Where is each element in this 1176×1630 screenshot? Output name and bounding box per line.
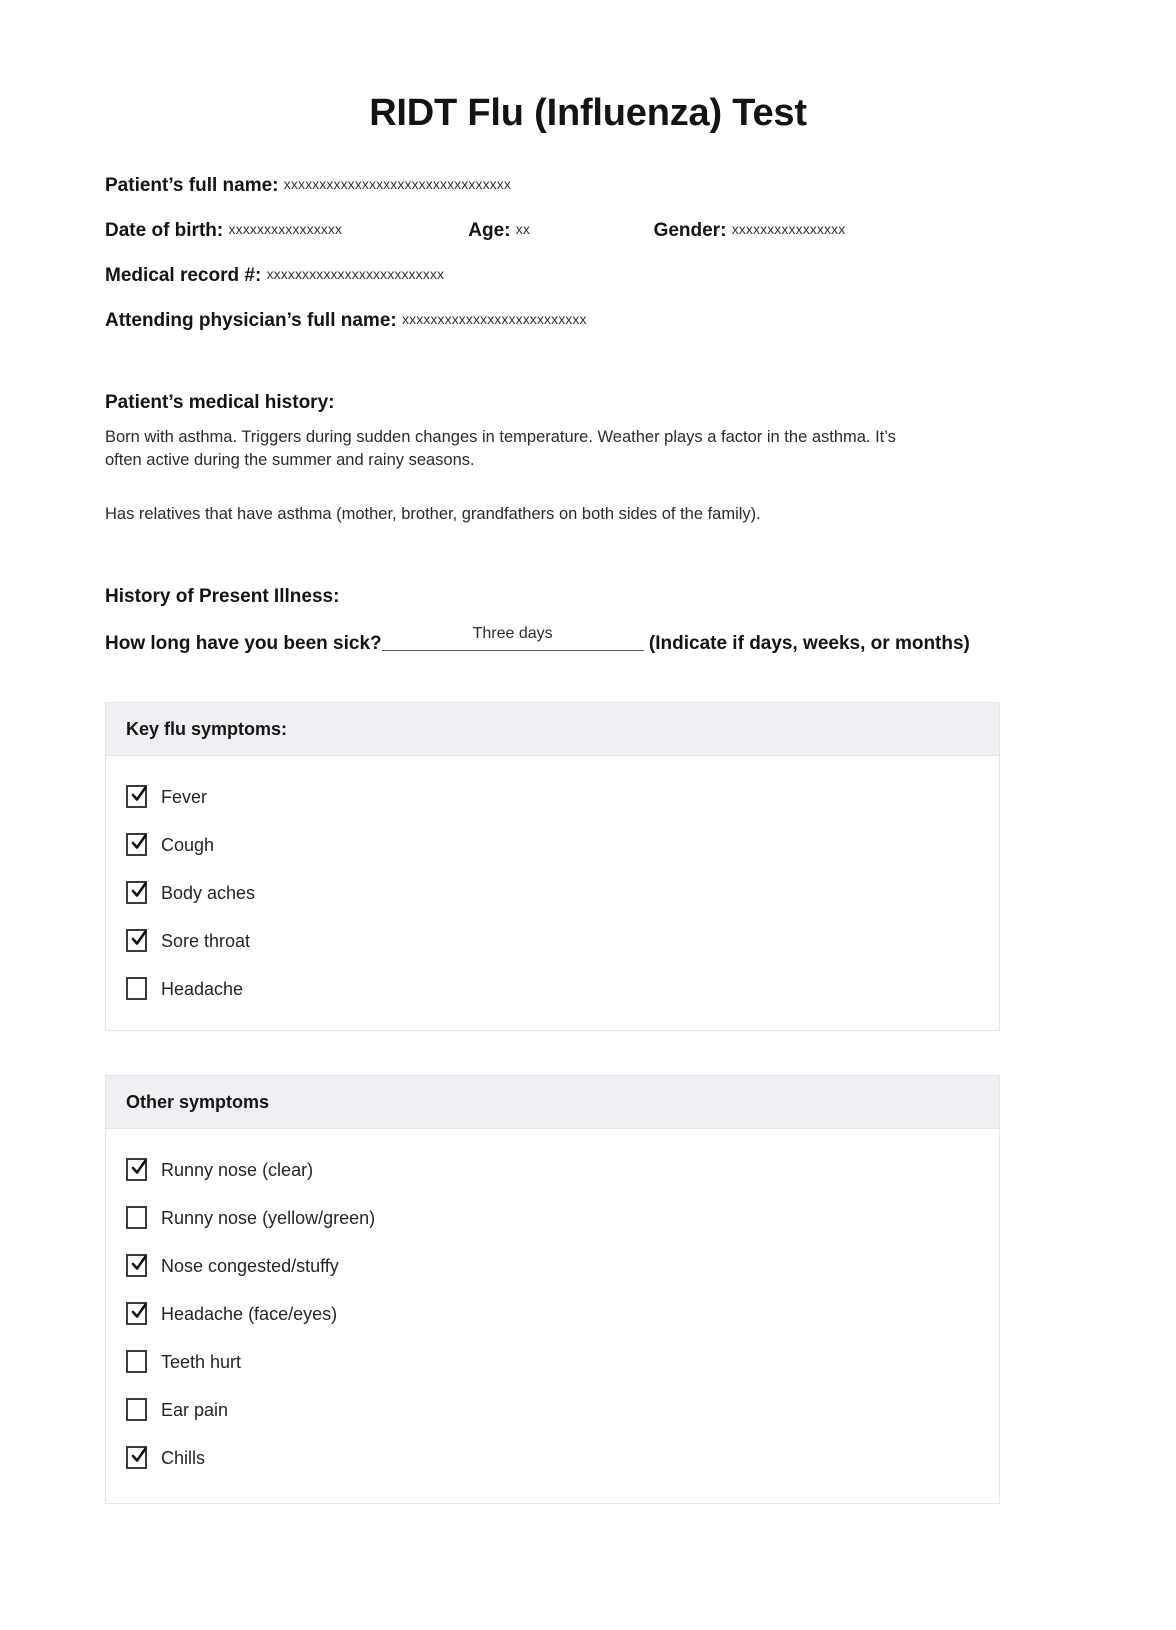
key-flu-symptoms-body [105, 756, 1000, 1031]
key-symptom-label: Headache [161, 978, 244, 999]
check-mark-icon [131, 1301, 147, 1321]
other-symptom-row[interactable] [126, 1251, 979, 1281]
age-value[interactable]: xx [515, 220, 530, 237]
patient-identity-block [105, 176, 1071, 330]
medical-record-value[interactable]: xxxxxxxxxxxxxxxxxxxxxxxxx [266, 265, 445, 282]
other-symptom-label: Runny nose (yellow/green) [161, 1207, 376, 1228]
key-symptom-row[interactable] [126, 878, 979, 908]
key-flu-symptoms-panel [105, 702, 1000, 1031]
other-symptoms-body [105, 1129, 1000, 1504]
sick-duration-value: Three days [472, 624, 553, 642]
patient-name-row [105, 176, 1071, 195]
other-symptom-row[interactable] [126, 1395, 979, 1425]
checkbox-unchecked-icon[interactable] [126, 977, 147, 1000]
other-symptom-row[interactable] [126, 1203, 979, 1233]
other-symptom-label: Nose congested/stuffy [161, 1255, 339, 1276]
checkbox-unchecked-icon[interactable] [126, 1350, 147, 1373]
key-symptom-label: Sore throat [161, 930, 251, 951]
medical-history-section [105, 392, 1071, 526]
patient-name-label: Patient’s full name: [105, 174, 279, 196]
other-symptoms-header-label: Other symptoms [126, 1091, 270, 1112]
other-symptom-row[interactable] [126, 1443, 979, 1473]
dob-group [105, 221, 463, 240]
checkbox-checked-icon[interactable] [126, 1254, 147, 1277]
other-symptoms-panel [105, 1075, 1000, 1504]
key-symptom-row[interactable] [126, 782, 979, 812]
checkbox-checked-icon[interactable] [126, 833, 147, 856]
medical-history-paragraph-2: Has relatives that have asthma (mother, brother, grandfathers on both sides of the family). [105, 504, 761, 523]
dob-label: Date of birth: [105, 219, 224, 241]
other-symptom-label: Headache (face/eyes) [161, 1303, 338, 1324]
medical-history-heading: Patient’s medical history: [105, 391, 335, 413]
age-label: Age: [468, 219, 511, 241]
medical-record-row [105, 266, 1071, 285]
physician-row [105, 311, 1071, 330]
checkbox-checked-icon[interactable] [126, 1158, 147, 1181]
gender-value[interactable]: xxxxxxxxxxxxxxxx [731, 220, 846, 237]
key-flu-symptoms-header-label: Key flu symptoms: [126, 718, 288, 739]
sick-duration-question [105, 624, 985, 658]
other-symptom-row[interactable] [126, 1347, 979, 1377]
check-mark-icon [131, 832, 147, 852]
sick-duration-underline [382, 650, 644, 651]
check-mark-icon [131, 784, 147, 804]
key-symptom-row[interactable] [126, 926, 979, 956]
check-mark-icon [131, 880, 147, 900]
dob-age-gender-row [105, 221, 1071, 240]
other-symptoms-header [105, 1075, 1000, 1129]
check-mark-icon [131, 928, 147, 948]
check-mark-icon [131, 1445, 147, 1465]
dob-value[interactable]: xxxxxxxxxxxxxxxx [228, 220, 343, 237]
checkbox-unchecked-icon[interactable] [126, 1206, 147, 1229]
medical-history-paragraph-1: Born with asthma. Triggers during sudden changes in temperature. Weather plays a factor in the asthma. It’s often active during the summer and rainy seasons. [105, 427, 896, 470]
sick-duration-question-prefix: How long have you been sick? [105, 632, 382, 654]
checkbox-checked-icon[interactable] [126, 785, 147, 808]
checkbox-checked-icon[interactable] [126, 881, 147, 904]
sick-duration-question-suffix: (Indicate if days, weeks, or months) [648, 632, 970, 654]
patient-name-value[interactable]: xxxxxxxxxxxxxxxxxxxxxxxxxxxxxxxx [283, 175, 511, 192]
other-symptom-label: Runny nose (clear) [161, 1159, 314, 1180]
page-title: RIDT Flu (Influenza) Test [369, 92, 807, 134]
physician-value[interactable]: xxxxxxxxxxxxxxxxxxxxxxxxxx [402, 310, 587, 327]
gender-group [654, 221, 846, 240]
age-group [468, 221, 648, 240]
key-symptom-label: Cough [161, 834, 215, 855]
check-mark-icon [131, 1253, 147, 1273]
medical-record-label: Medical record #: [105, 264, 262, 286]
key-symptom-label: Fever [161, 786, 208, 807]
key-flu-symptoms-header [105, 702, 1000, 756]
other-symptom-label: Ear pain [161, 1399, 229, 1420]
gender-label: Gender: [653, 219, 727, 241]
checkbox-checked-icon[interactable] [126, 929, 147, 952]
key-symptom-row[interactable] [126, 830, 979, 860]
hpi-heading: History of Present Illness: [105, 585, 340, 607]
key-symptom-label: Body aches [161, 882, 256, 903]
check-mark-icon [131, 1157, 147, 1177]
sick-duration-field[interactable] [382, 624, 644, 649]
other-symptom-label: Teeth hurt [161, 1351, 242, 1372]
other-symptom-label: Chills [161, 1447, 206, 1468]
other-symptom-row[interactable] [126, 1299, 979, 1329]
checkbox-unchecked-icon[interactable] [126, 1398, 147, 1421]
checkbox-checked-icon[interactable] [126, 1302, 147, 1325]
history-present-illness-section [105, 586, 1071, 658]
key-symptom-row[interactable] [126, 974, 979, 1004]
physician-label: Attending physician’s full name: [105, 309, 397, 331]
other-symptom-row[interactable] [126, 1155, 979, 1185]
checkbox-checked-icon[interactable] [126, 1446, 147, 1469]
